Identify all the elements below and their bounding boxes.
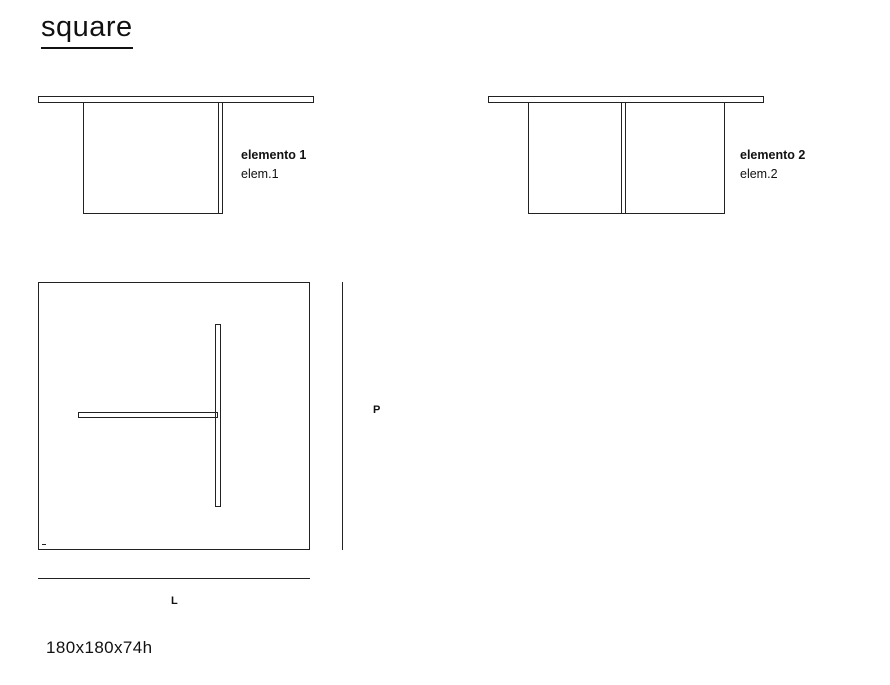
elev2-top-right-cap — [763, 96, 764, 103]
elev1-base-rib-left — [218, 102, 219, 214]
elevation-1-label: elemento 1 — [241, 148, 307, 162]
elev2-base-panel — [528, 102, 725, 214]
elev1-base-rib-right — [222, 102, 223, 214]
elev1-top-right-cap — [313, 96, 314, 103]
plan-depth-dimension-label: P — [373, 404, 381, 416]
elev2-base-rib-right — [625, 102, 626, 214]
elev2-top-left-cap — [488, 96, 489, 103]
elev1-base-panel — [83, 102, 223, 214]
elevation-2-label: elemento 2 — [740, 148, 806, 162]
elev1-base-bottom-line — [83, 213, 223, 214]
elevation-view-2 — [488, 96, 764, 214]
overall-size-caption: 180x180x74h — [46, 638, 153, 657]
plan-view — [38, 282, 310, 550]
elev2-base-bottom-line — [528, 213, 725, 214]
elev1-top-surface-line — [38, 96, 314, 97]
elev1-top-left-cap — [38, 96, 39, 103]
plan-corner-mark — [42, 544, 46, 545]
plan-element-1 — [78, 412, 218, 418]
plan-depth-dimension-line — [342, 282, 343, 550]
elevation-2-sublabel: elem.2 — [740, 167, 778, 181]
elev2-top-surface-line — [488, 96, 764, 97]
plan-length-dimension-label: L — [171, 595, 178, 607]
page-title: square — [41, 10, 133, 49]
elev2-base-rib-left — [621, 102, 622, 214]
plan-length-dimension-line — [38, 578, 310, 579]
elevation-1-sublabel: elem.1 — [241, 167, 279, 181]
